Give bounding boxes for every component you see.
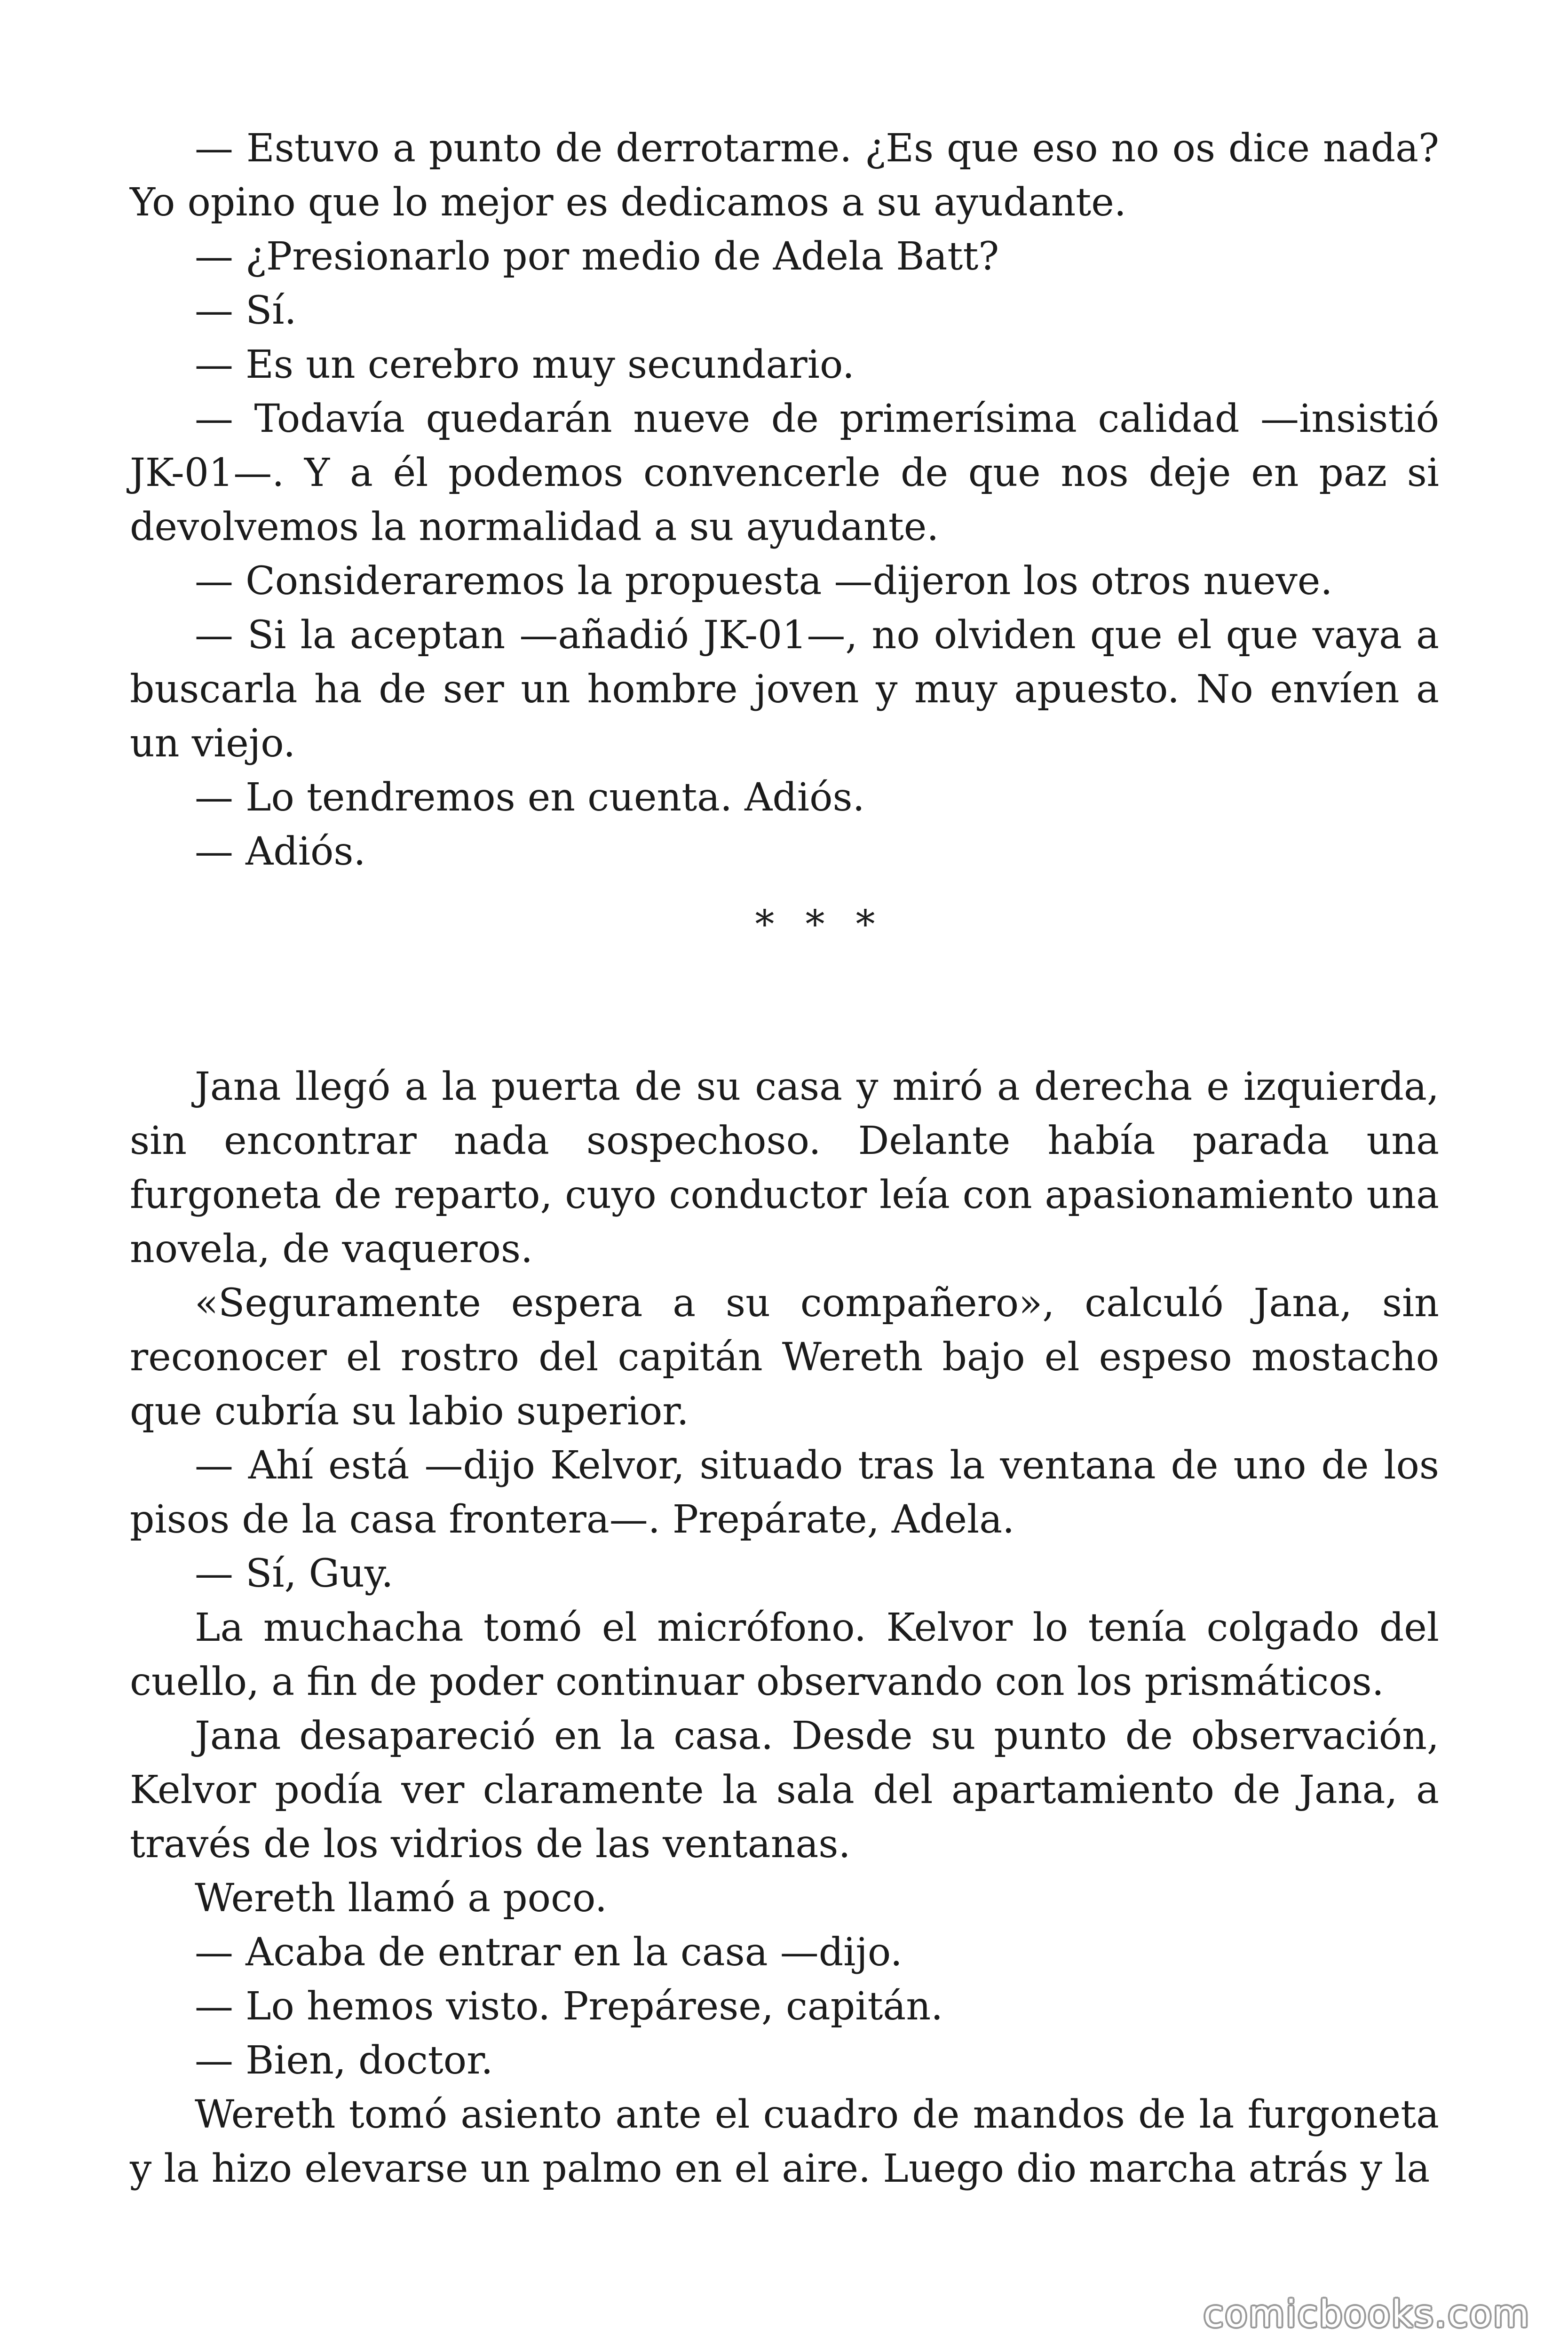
paragraph: — Si la aceptan —añadió JK-01—, no olviden que el que vaya a buscarla ha de ser un hombre joven y muy apuesto. No envíen a un viejo. bbox=[130, 613, 1439, 766]
paragraph: — Es un cerebro muy secundario. bbox=[195, 342, 855, 387]
book-page bbox=[130, 121, 1439, 2196]
paragraph: — Todavía quedarán nueve de primerísima calidad —insistió JK-01—. Y a él podemos convencerle de que nos deje en paz si devolvemos la normalidad a su ayudante. bbox=[130, 397, 1439, 549]
paragraph: Wereth llamó a poco. bbox=[195, 1876, 607, 1921]
paragraph: — Ahí está —dijo Kelvor, situado tras la ventana de uno de los pisos de la casa frontera—. Prepárate, Adela. bbox=[130, 1443, 1439, 1542]
paragraph: Wereth tomó asiento ante el cuadro de mandos de la furgoneta y la hizo elevarse un palmo en el aire. Luego dio marcha atrás y la bbox=[130, 2092, 1439, 2191]
paragraph: Jana llegó a la puerta de su casa y miró a derecha e izquierda, sin encontrar nada sospechoso. Delante había parada una furgoneta de reparto, cuyo conductor leía con apasionamiento una novela, de vaqueros. bbox=[130, 1065, 1439, 1271]
site-watermark: comicbooks.com bbox=[1203, 2293, 1530, 2336]
paragraph: — Consideraremos la propuesta —dijeron los otros nueve. bbox=[195, 559, 1333, 604]
paragraph: Jana desapareció en la casa. Desde su punto de observación, Kelvor podía ver claramente la sala del apartamiento de Jana, a través de los vidrios de las ventanas. bbox=[130, 1714, 1439, 1867]
paragraph: — Lo hemos visto. Prepárese, capitán. bbox=[195, 1984, 943, 2029]
paragraph: — Sí, Guy. bbox=[195, 1551, 394, 1596]
paragraph: — Bien, doctor. bbox=[195, 2038, 493, 2083]
paragraph: — ¿Presionarlo por medio de Adela Batt? bbox=[195, 234, 999, 279]
paragraph: La muchacha tomó el micrófono. Kelvor lo tenía colgado del cuello, a fin de poder continuar observando con los prismáticos. bbox=[130, 1605, 1439, 1704]
paragraph: — Adiós. bbox=[195, 829, 366, 874]
paragraph: — Estuvo a punto de derrotarme. ¿Es que eso no os dice nada? Yo opino que lo mejor es dedicamos a su ayudante. bbox=[130, 126, 1439, 225]
scene-separator: * * * bbox=[755, 902, 885, 947]
separator-spacing bbox=[130, 952, 1439, 1060]
paragraph: — Sí. bbox=[195, 288, 297, 333]
paragraph: — Acaba de entrar en la casa —dijo. bbox=[195, 1930, 903, 1975]
paragraph: «Seguramente espera a su compañero», calculó Jana, sin reconocer el rostro del capitán Wereth bajo el espeso mostacho que cubría su labio superior. bbox=[130, 1281, 1439, 1434]
paragraph: — Lo tendremos en cuenta. Adiós. bbox=[195, 775, 865, 820]
